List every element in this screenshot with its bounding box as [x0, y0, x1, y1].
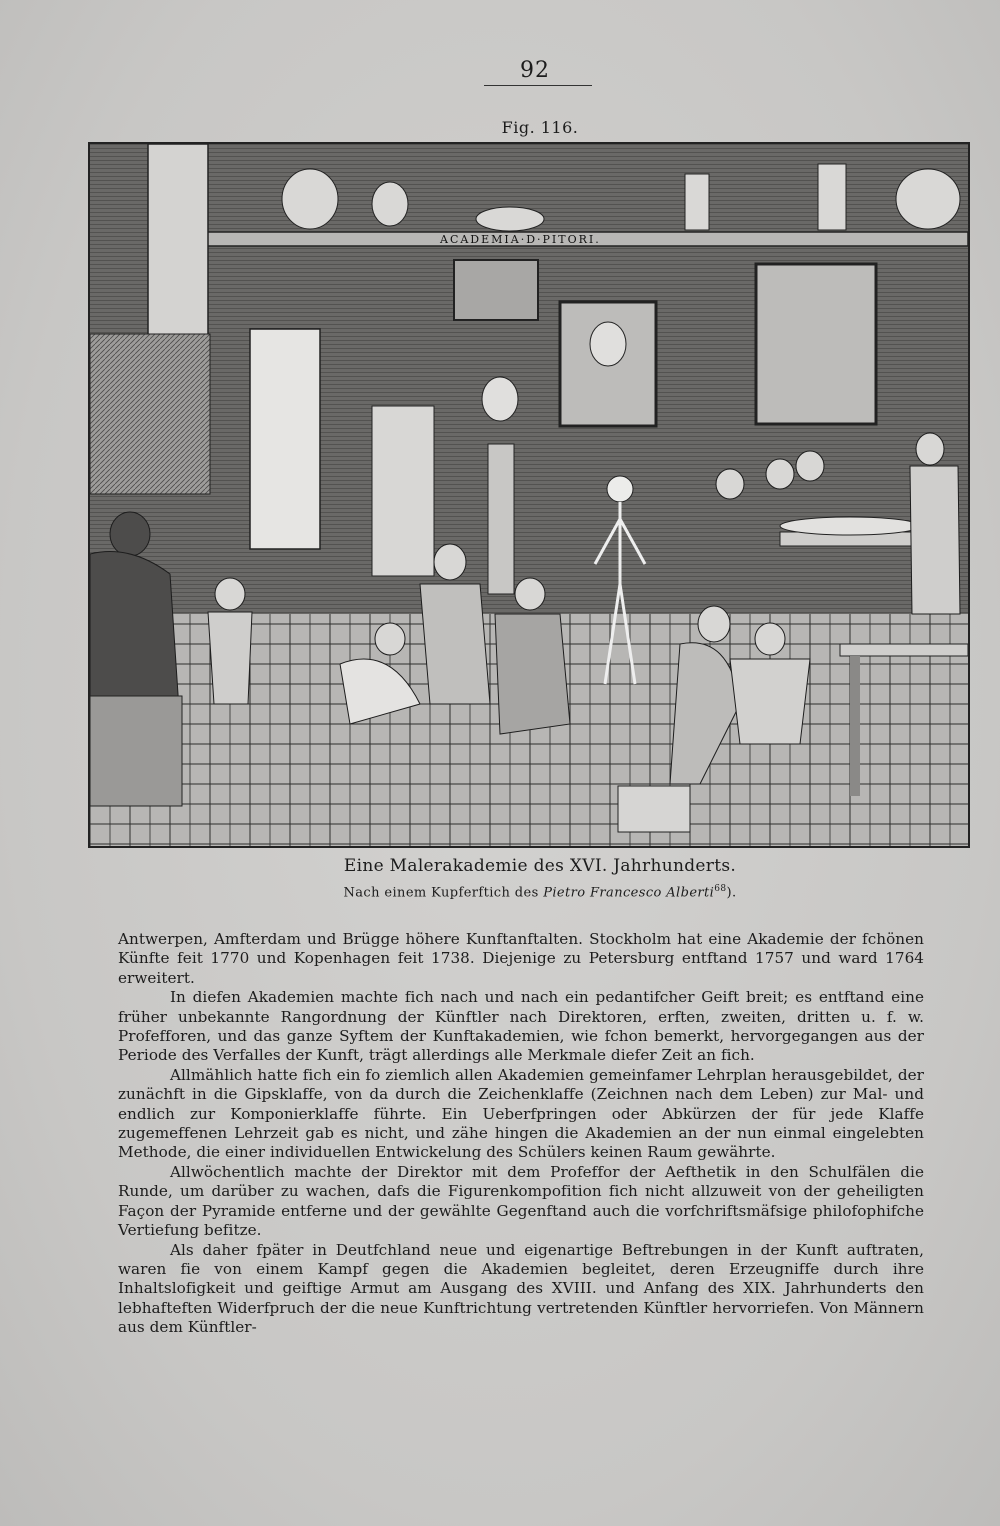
doorway: [250, 329, 320, 549]
cast-head-2: [372, 182, 408, 226]
figure-caption: Eine Malerakademie des XVI. Jahrhunderts.: [343, 856, 737, 876]
paragraph: Allwöchentlich machte der Direktor mit dem Profeffor der Aefthetik in den Schulfälen die Runde, um darüber zu wachen, dafs die Figurenkompofition fich nicht allzuweit von der geheiligten Façon der Pyramide entferne und der gewählte Gegenftand auch die vorfchriftsmäfsige philofophifche Vertiefung befitze.: [118, 1162, 924, 1240]
page-number-rule: [484, 85, 592, 86]
pedestal: [488, 444, 514, 594]
easel-drawing: [372, 406, 434, 576]
fireplace: [90, 334, 210, 494]
footnote-reference: 68: [714, 884, 727, 894]
paragraph: Als daher fpäter in Deutfchland neue und eigenartige Beftrebungen in der Kunft auftraten, waren fie von einem Kampf gegen die Akademien begleitet, deren Erzeugniffe durch ihre Inhaltslofigkeit und geiftige Armut am Ausgang des XVIII. und Anfang des XIX. Jahrhunderts den lebhafteften Widerfpruch der die neue Kunftrichtung vertretenden Künftler hervorriefen. Von Männern aus dem Künftler-: [118, 1240, 924, 1337]
stool: [618, 786, 690, 832]
figure-source-suffix: ).: [726, 885, 737, 901]
figure-source: [180, 884, 900, 900]
figure-source-prefix: Nach einem Kupferftich des: [343, 885, 544, 901]
cast-torso-2: [818, 164, 846, 230]
side-table: [840, 644, 968, 656]
page-number: 92: [520, 58, 550, 83]
cast-hand: [476, 207, 544, 231]
engraving-illustration: [88, 142, 970, 848]
figure-source-author: Pietro Francesco Alberti: [543, 885, 715, 901]
paragraph: In diefen Akademien machte fich nach und nach ein pedantifcher Geift breit; es entftand eine früher unbekannte Rangordnung der Künftler nach Direktoren, erften, zweiten, dritten u. f. w. Profefforen, und das ganze Syftem der Kunftakademien, wie fchon bemerkt, hervorgegangen aus der Periode des Verfalles der Kunft, trägt allerdings alle Merkmale diefer Zeit an fich.: [118, 988, 924, 1065]
shelf-inscription: ACADEMIA·D·PITORI.: [440, 233, 601, 246]
painting-landscape: [454, 260, 538, 320]
bust: [482, 377, 518, 421]
paragraph: Antwerpen, Amfterdam und Brügge höhere Kunftanftalten. Stockholm hat eine Akademie der fchönen Künfte feit 1770 und Kopenhagen feit 1738. Diejenige zu Petersburg entftand 1757 und ward 1764 erweitert.: [118, 930, 924, 987]
cast-head-3: [896, 169, 960, 229]
body-text: [118, 930, 924, 1338]
figure-label: Fig. 116.: [501, 118, 579, 137]
cadaver: [780, 517, 920, 535]
paragraph: Allmählich hatte fich ein fo ziemlich allen Akademien gemeinfamer Lehrplan herausgebildet, der zunächft in die Gipsklaffe, von da durch die Zeichenklaffe (Zeichnen nach dem Leben) zur Mal- und endlich zur Komponierklaffe führte. Ein Ueberfpringen oder Abkürzen der für jede Klaffe zugemeffenen Lehrzeit gab es nicht, und zähe hingen die Akademien an der nun einmal eingelebten Methode, die einer individuellen Entwickelung des Schülers keinen Raum gewährte.: [118, 1065, 924, 1162]
cast-head-1: [282, 169, 338, 229]
painting-deposition: [756, 264, 876, 424]
chest: [90, 696, 182, 806]
cast-torso-1: [685, 174, 709, 230]
